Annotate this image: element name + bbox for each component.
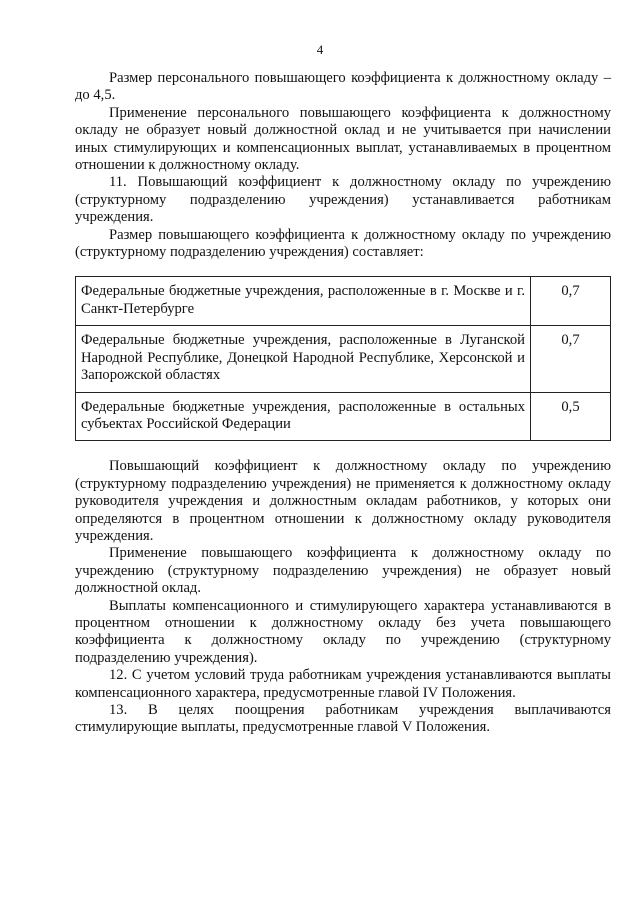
- paragraph-coefficient-not-applied: Повышающий коэффициент к должностному окладу по учреждению (структурному подразделению учреждения) не применяется к должностному окладу руководителя учреждения и должностным окладам работников, у которых они определяются в процентном отношении к должностному окладу руководителя учреждения.: [75, 458, 611, 544]
- table-cell-value: 0,5: [531, 392, 611, 441]
- paragraph-payments-without-coefficient: Выплаты компенсационного и стимулирующего характера устанавливаются в процентном отношении к должностному окладу без учета повышающего коэффициента к должностному окладу по учреждению (структурному подразделению учреждения).: [75, 597, 611, 666]
- table-row: [76, 277, 611, 326]
- coefficient-table: [75, 276, 611, 441]
- table-cell-value: 0,7: [531, 326, 611, 392]
- page-number: 4: [316, 42, 324, 57]
- table-cell-description: Федеральные бюджетные учреждения, расположенные в остальных субъектах Российской Федерации: [76, 392, 531, 441]
- paragraph-item-13: 13. В целях поощрения работникам учреждения выплачиваются стимулирующие выплаты, предусмотренные главой V Положения.: [75, 702, 611, 736]
- paragraph-personal-coefficient-application: Применение персонального повышающего коэффициента к должностному окладу не образует новый должностной оклад и не учитывается при начислении иных стимулирующих и компенсационных выплат, устанавливаемых в процентном отношении к должностному окладу.: [75, 104, 611, 174]
- table-cell-description: Федеральные бюджетные учреждения, расположенные в г. Москве и г. Санкт-Петербурге: [76, 277, 531, 326]
- paragraph-coefficient-size-intro: Размер повышающего коэффициента к должностному окладу по учреждению (структурному подразделению учреждения) составляет:: [75, 226, 611, 261]
- paragraph-personal-coefficient-size: Размер персонального повышающего коэффициента к должностному окладу – до 4,5.: [75, 70, 611, 104]
- paragraph-item-11: 11. Повышающий коэффициент к должностному окладу по учреждению (структурному подразделению учреждения) устанавливается работникам учреждения.: [75, 174, 611, 226]
- table-cell-description: Федеральные бюджетные учреждения, расположенные в Луганской Народной Республике, Донецкой Народной Республике, Херсонской и Запорожской областях: [76, 326, 531, 392]
- table-row: [76, 392, 611, 441]
- paragraph-item-12: 12. С учетом условий труда работникам учреждения устанавливаются выплаты компенсационного характера, предусмотренные главой IV Положения.: [75, 667, 611, 701]
- table-cell-value: 0,7: [531, 277, 611, 326]
- table-row: [76, 326, 611, 392]
- document-body: [75, 70, 611, 737]
- paragraph-coefficient-no-new-salary: Применение повышающего коэффициента к должностному окладу по учреждению (структурному подразделению учреждения) не образует новый должностной оклад.: [75, 545, 611, 597]
